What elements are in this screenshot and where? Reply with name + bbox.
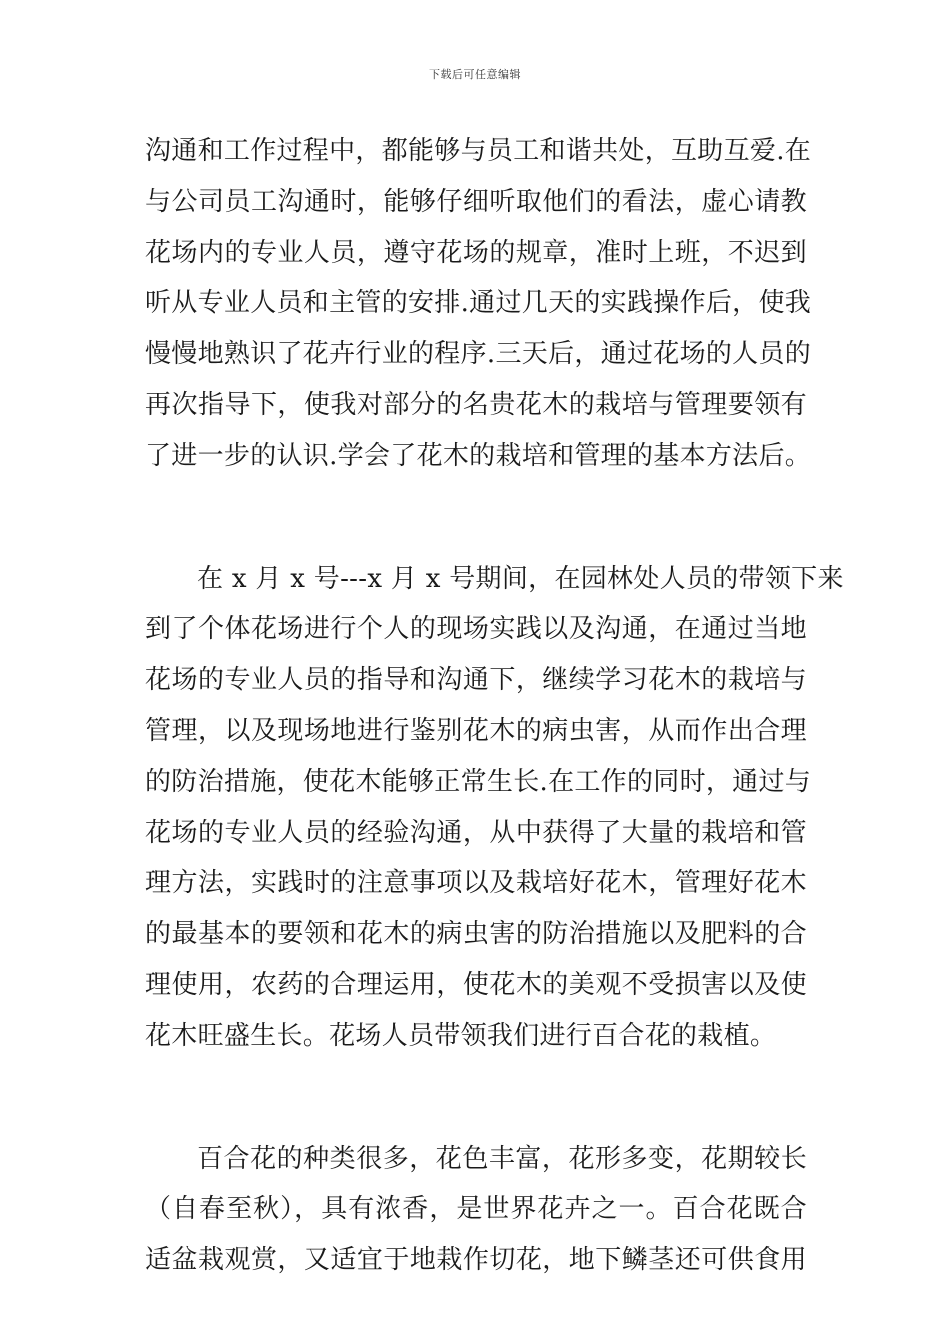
text-line: 了进一步的认识.学会了花木的栽培和管理的基本方法后。 [145,440,812,471]
text-line: 在 x 月 x 号---x 月 x 号期间，在园林处人员的带领下来 [197,563,844,594]
text-line: 听从专业人员和主管的安排.通过几天的实践操作后，使我 [145,288,812,319]
paragraph-1 [145,126,812,482]
text-line: 管理，以及现场地进行鉴别花木的病虫害，从而作出合理 [145,715,807,746]
paragraph-gap [145,482,807,554]
text-line: 花场的专业人员的经验沟通，从中获得了大量的栽培和管 [145,817,807,848]
paragraph-3 [145,1134,807,1286]
text-line: 的最基本的要领和花木的病虫害的防治措施以及肥料的合 [145,919,807,950]
text-line: 到了个体花场进行个人的现场实践以及沟通，在通过当地 [145,614,807,645]
paragraph-gap [145,1062,807,1134]
text-line: 花场内的专业人员，遵守花场的规章，准时上班，不迟到 [145,237,807,268]
text-line: 花场的专业人员的指导和沟通下，继续学习花木的栽培与 [145,665,807,696]
text-line: 适盆栽观赏，又适宜于地栽作切花，地下鳞茎还可供食用 [145,1245,807,1276]
text-line: （自春至秋），具有浓香，是世界花卉之一。百合花既合 [145,1194,807,1225]
text-line: 的防治措施，使花木能够正常生长.在工作的同时，通过与 [145,766,812,797]
text-line: 理使用，农药的合理运用，使花木的美观不受损害以及使 [145,969,807,1000]
text-line: 再次指导下，使我对部分的名贵花木的栽培与管理要领有 [145,389,807,420]
text-line: 花木旺盛生长。花场人员带领我们进行百合花的栽植。 [145,1020,777,1051]
text-line: 与公司员工沟通时，能够仔细听取他们的看法，虚心请教 [145,186,807,217]
paragraph-2 [145,554,844,1062]
text-line: 百合花的种类很多，花色丰富，花形多变，花期较长 [197,1143,807,1174]
text-line: 慢慢地熟识了花卉行业的程序.三天后，通过花场的人员的 [145,339,812,370]
document-body [145,126,844,1286]
header-note: 下载后可任意编辑 [429,68,521,81]
text-line: 沟通和工作过程中，都能够与员工和谐共处，互助互爱.在 [145,136,812,166]
text-line: 理方法，实践时的注意事项以及栽培好花木，管理好花木 [145,868,807,899]
